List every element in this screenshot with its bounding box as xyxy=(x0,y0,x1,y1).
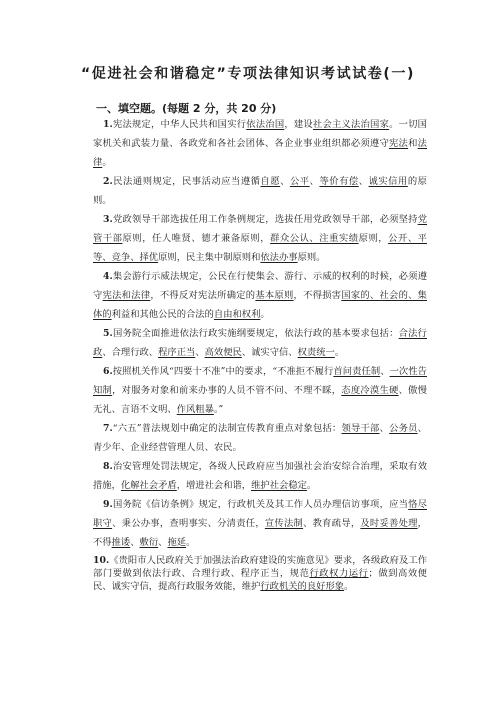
question-2 xyxy=(93,172,427,210)
answer-blank: 行政机关的良好形象 xyxy=(260,581,345,592)
question-text: 党政领导干部选拔任用工作条例规定，选拔任用党政领导干部，必须坚持 xyxy=(112,214,418,225)
question-text: 原则，民主集中制原则和 xyxy=(158,252,261,263)
answer-blank: 一次性告知制 xyxy=(93,366,427,396)
question-6 xyxy=(93,362,427,419)
question-text: 、教育疏导， xyxy=(303,518,361,529)
answer-blank: 推诿 xyxy=(111,537,131,548)
answer-blank: 高效便民 xyxy=(204,347,242,358)
answer-blank: 宣传法制 xyxy=(264,518,304,529)
question-text: 。 xyxy=(102,157,112,168)
question-text: 和 xyxy=(408,138,418,149)
question-text: 按照机关作风“四要十不准”中的要求，“不准拒不履行 xyxy=(112,366,334,377)
answer-blank: 宪法 xyxy=(389,138,409,149)
question-text: ，不得反对宪法所确定的 xyxy=(150,290,256,301)
answer-blank: 合法行政 xyxy=(93,328,427,358)
answer-blank: 群众公认、注重实绩 xyxy=(270,233,359,244)
question-text: 原则，任人唯贤、德才兼备原则， xyxy=(122,233,271,244)
question-text: 。” xyxy=(213,404,224,415)
question-text: 、 xyxy=(280,176,290,187)
answer-blank: 依法治国 xyxy=(246,119,285,130)
question-text: ；做到高效便民、诚实守信，提高行政服务效能，维护 xyxy=(93,568,427,592)
question-number: 7. xyxy=(103,423,113,434)
question-text: 民法通则规定，民事活动应当遵循 xyxy=(112,176,261,187)
question-text: 。 xyxy=(186,537,196,548)
question-number: 1. xyxy=(103,119,113,130)
question-text: 、 xyxy=(130,537,140,548)
answer-blank: 公务员 xyxy=(389,423,418,434)
question-text: 、青少年、企业经营管理人员、农民。 xyxy=(93,423,427,453)
answer-blank: 基本原则 xyxy=(255,290,294,301)
question-8 xyxy=(93,457,427,495)
answer-blank: 作风粗暴 xyxy=(176,404,214,415)
answer-blank: 宪法和法律 xyxy=(102,290,151,301)
question-10 xyxy=(93,552,427,593)
answer-blank: 等价有偿 xyxy=(319,176,359,187)
answer-blank: 党管干部 xyxy=(93,214,427,244)
question-number: 3. xyxy=(103,214,113,225)
question-3 xyxy=(93,210,427,267)
question-text: 、傲慢无礼、言语不文明、 xyxy=(93,385,427,415)
answer-blank: 公平 xyxy=(289,176,310,187)
answer-blank: 态度冷漠生硬 xyxy=(341,385,399,396)
question-text: 的原则。 xyxy=(93,176,427,206)
answer-blank: 领导干部 xyxy=(341,423,380,434)
question-text: 、 xyxy=(358,176,369,187)
answer-blank: 公开、平等、竞争、择优 xyxy=(93,233,427,263)
question-text: 国务院《信访条例》规定，行政机关及其工作人员办理信访事项，应当 xyxy=(112,499,409,510)
question-text: 《贵阳市人民政府关于加强法治政府建设的实施意见》要求，各级政府及工作部门要做到依法行政、合理行政、程序正当，规范 xyxy=(93,555,427,579)
question-number: 8. xyxy=(103,461,113,472)
question-number: 6. xyxy=(103,366,113,377)
question-text: 原则， xyxy=(358,233,389,244)
question-text: 。 xyxy=(334,347,345,358)
answer-blank: 恪尽职守 xyxy=(93,499,427,529)
answer-blank: 诚实信用 xyxy=(368,176,408,187)
question-text: 国务院全面推进依法行政实施纲要规定，依法行政的基本要求包括： xyxy=(112,328,399,339)
question-text: 、 xyxy=(158,537,168,548)
question-number: 4. xyxy=(103,271,113,282)
question-4 xyxy=(93,267,427,324)
answer-blank: 维护社会稳定 xyxy=(251,480,307,491)
question-text: 治安管理处罚法规定，各级人民政府应当加强社会治安综合治理，采取有效措施， xyxy=(93,461,427,491)
answer-blank: 首问责任制 xyxy=(333,366,381,377)
question-text: 、秉公办事，查明事实、分清责任， xyxy=(112,518,265,529)
question-text: ，对服务对象和前来办事的人员不管不问、不理不睬， xyxy=(112,385,342,396)
question-text: 、 xyxy=(380,366,390,377)
question-text: 。 xyxy=(344,581,354,592)
question-9 xyxy=(93,495,427,552)
answer-blank: 敷衍 xyxy=(139,537,159,548)
section-heading: 一、填空题。(每题 2 分，共 20 分) xyxy=(96,102,277,115)
answer-blank: 法律 xyxy=(93,138,427,168)
question-7 xyxy=(93,419,427,457)
question-1 xyxy=(93,115,427,172)
question-text: ，不得 xyxy=(93,518,427,548)
question-text: 集会游行示威法规定，公民在行使集会、游行、示威的权利的时候，必须遵守 xyxy=(93,271,427,301)
question-text: 。一切国家机关和武装力量、各政党和各社会团体、各企业事业组织都必须遵守 xyxy=(93,119,427,149)
question-list xyxy=(93,115,427,593)
answer-blank: 社会主义法治国家 xyxy=(312,119,390,130)
question-number: 2. xyxy=(103,176,113,187)
question-text: 原则。 xyxy=(297,252,326,263)
question-text: ，增进社会和谐， xyxy=(176,480,252,491)
question-text: ，建设 xyxy=(284,119,313,130)
question-number: 9. xyxy=(103,499,113,510)
answer-blank: 化解社会矛盾 xyxy=(120,480,177,491)
answer-blank: 行政权力运行 xyxy=(309,568,369,579)
question-number: 10. xyxy=(93,555,110,566)
question-text: 、 xyxy=(195,347,205,358)
question-text: 、 xyxy=(309,176,320,187)
question-text: 、 xyxy=(379,423,390,434)
answer-blank: 权责统一 xyxy=(297,347,335,358)
question-text: 利益和其他公民的合法的 xyxy=(111,309,214,320)
question-text: “六五”普法规划中确定的法制宣传教育重点对象包括： xyxy=(112,423,342,434)
question-text: 、诚实守信、 xyxy=(241,347,298,358)
question-text: ，不得损害 xyxy=(293,290,342,301)
question-text: 。 xyxy=(260,309,270,320)
question-text: 。 xyxy=(306,480,317,491)
answer-blank: 国家的、社会的、集体的 xyxy=(93,290,427,320)
answer-blank: 自由和权利 xyxy=(213,309,261,320)
answer-blank: 依法办事 xyxy=(260,252,298,263)
question-text: 、合理行政、 xyxy=(102,347,159,358)
question-number: 5. xyxy=(103,328,113,339)
answer-blank: 及时妥善处理 xyxy=(360,518,418,529)
question-5 xyxy=(93,324,427,362)
answer-blank: 拖延 xyxy=(167,537,187,548)
question-text: 宪法规定，中华人民共和国实行 xyxy=(112,119,247,130)
answer-blank: 自愿 xyxy=(260,176,281,187)
exam-title: “促进社会和谐稳定”专项法律知识考试试卷(一) xyxy=(81,66,415,82)
answer-blank: 程序正当 xyxy=(158,347,196,358)
